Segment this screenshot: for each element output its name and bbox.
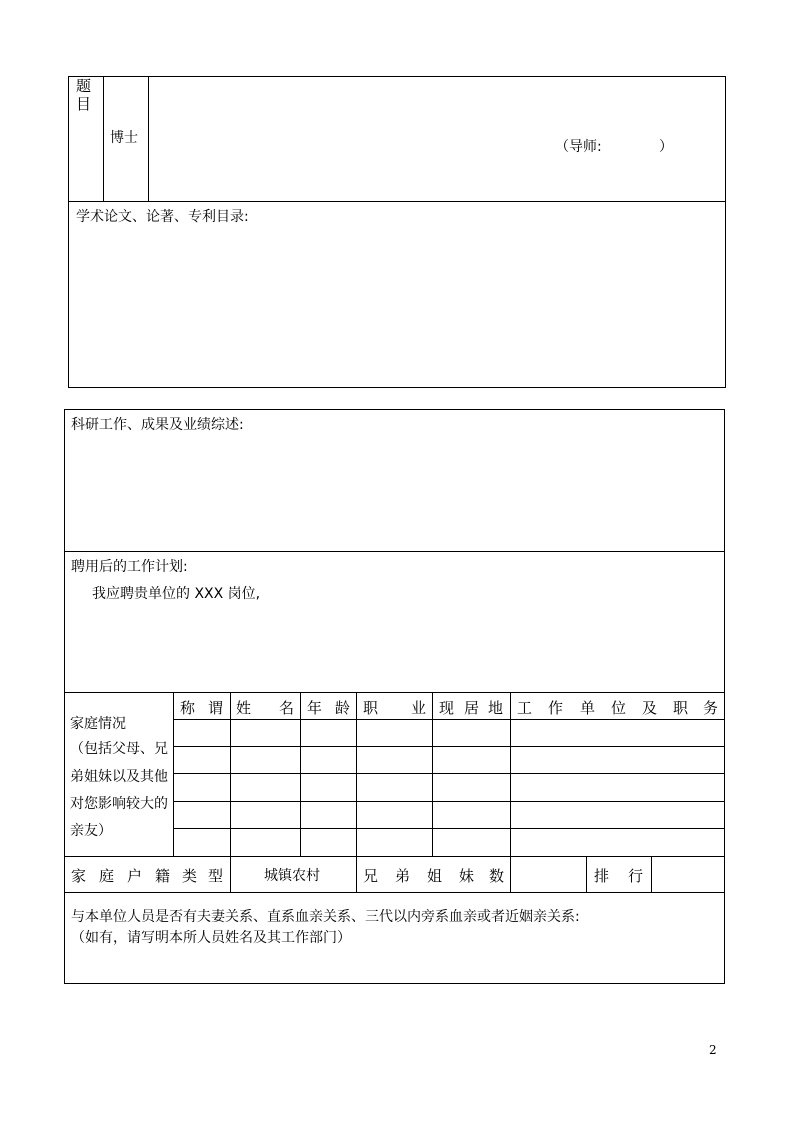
plan-label: 聘用后的工作计划: <box>71 559 188 575</box>
header-workplace-char: 作 <box>548 699 564 717</box>
header-age-char: 龄 <box>335 699 351 717</box>
household-type-char: 型 <box>208 867 224 885</box>
divider <box>173 719 725 720</box>
family-label-line: 家庭情况 <box>70 716 126 732</box>
research-label: 科研工作、成果及业绩综述: <box>71 417 244 433</box>
doctor-label: 博士 <box>110 130 138 146</box>
divider <box>356 692 357 856</box>
header-workplace-char: 务 <box>703 699 719 717</box>
divider <box>173 828 725 829</box>
papers-label: 学术论文、论著、专利目录: <box>76 209 249 225</box>
relation-question: 与本单位人员是否有夫妻关系、直系血亲关系、三代以内旁系血亲或者近姻亲关系: <box>71 909 580 925</box>
relation-note: （如有，请写明本所人员姓名及其工作部门） <box>71 930 351 946</box>
header-name-char: 姓 <box>236 699 252 717</box>
divider <box>173 746 725 747</box>
header-job-char: 业 <box>411 699 427 717</box>
header-workplace-char: 工 <box>517 699 533 717</box>
household-type-char: 类 <box>182 867 198 885</box>
title-label-char: 目 <box>76 95 92 113</box>
header-name-char: 名 <box>279 699 295 717</box>
divider <box>510 856 511 892</box>
header-job-char: 职 <box>363 699 379 717</box>
divider <box>356 856 357 892</box>
divider <box>64 551 725 552</box>
rank-label-char: 排 <box>594 867 610 885</box>
divider <box>300 692 301 856</box>
header-workplace-char: 职 <box>673 699 689 717</box>
title-label-char: 题 <box>76 77 92 95</box>
household-type-char: 家 <box>71 867 87 885</box>
divider <box>230 692 231 856</box>
header-workplace-char: 单 <box>580 699 596 717</box>
divider <box>103 76 104 201</box>
divider <box>173 773 725 774</box>
research-field[interactable] <box>68 436 721 547</box>
family-label-line: 亲友） <box>70 823 112 839</box>
household-type-char: 籍 <box>155 867 171 885</box>
siblings-label-char: 姐 <box>427 867 443 885</box>
divider <box>173 801 725 802</box>
divider <box>510 692 511 856</box>
divider <box>230 856 231 892</box>
divider <box>651 856 652 892</box>
siblings-label-char: 妹 <box>459 867 475 885</box>
divider <box>173 692 174 856</box>
header-residence-char: 现 <box>439 699 455 717</box>
family-label-line: （包括父母、兄 <box>70 741 168 757</box>
siblings-label-char: 兄 <box>363 867 379 885</box>
family-label-line: 弟姐妹以及其他 <box>70 769 168 785</box>
papers-field[interactable] <box>72 228 722 384</box>
siblings-label-char: 弟 <box>395 867 411 885</box>
rank-label-char: 行 <box>628 867 644 885</box>
header-workplace-char: 及 <box>642 699 658 717</box>
divider <box>64 856 725 857</box>
divider <box>64 692 725 693</box>
page-number: 2 <box>709 1043 717 1057</box>
divider <box>68 201 726 202</box>
header-residence-char: 居 <box>464 699 480 717</box>
household-type-char: 庭 <box>99 867 115 885</box>
plan-text[interactable]: 我应聘贵单位的 XXX 岗位, <box>92 586 261 602</box>
doctor-thesis-title-field[interactable] <box>152 80 722 198</box>
advisor-open: （导师: <box>555 139 602 155</box>
divider <box>432 692 433 856</box>
header-residence-char: 地 <box>488 699 504 717</box>
siblings-label-char: 数 <box>489 867 505 885</box>
rank-value[interactable] <box>655 860 721 888</box>
family-label-line: 对您影响较大的 <box>70 796 168 812</box>
header-title-char: 称 <box>180 699 196 717</box>
header-title-char: 谓 <box>208 699 224 717</box>
household-type-value[interactable]: 城镇农村 <box>264 868 320 884</box>
header-age-char: 年 <box>307 699 323 717</box>
divider <box>586 856 587 892</box>
header-workplace-char: 位 <box>611 699 627 717</box>
divider <box>148 76 149 201</box>
advisor-close: ） <box>659 139 673 155</box>
siblings-value[interactable] <box>515 860 583 888</box>
divider <box>64 892 725 893</box>
household-type-char: 户 <box>127 867 143 885</box>
